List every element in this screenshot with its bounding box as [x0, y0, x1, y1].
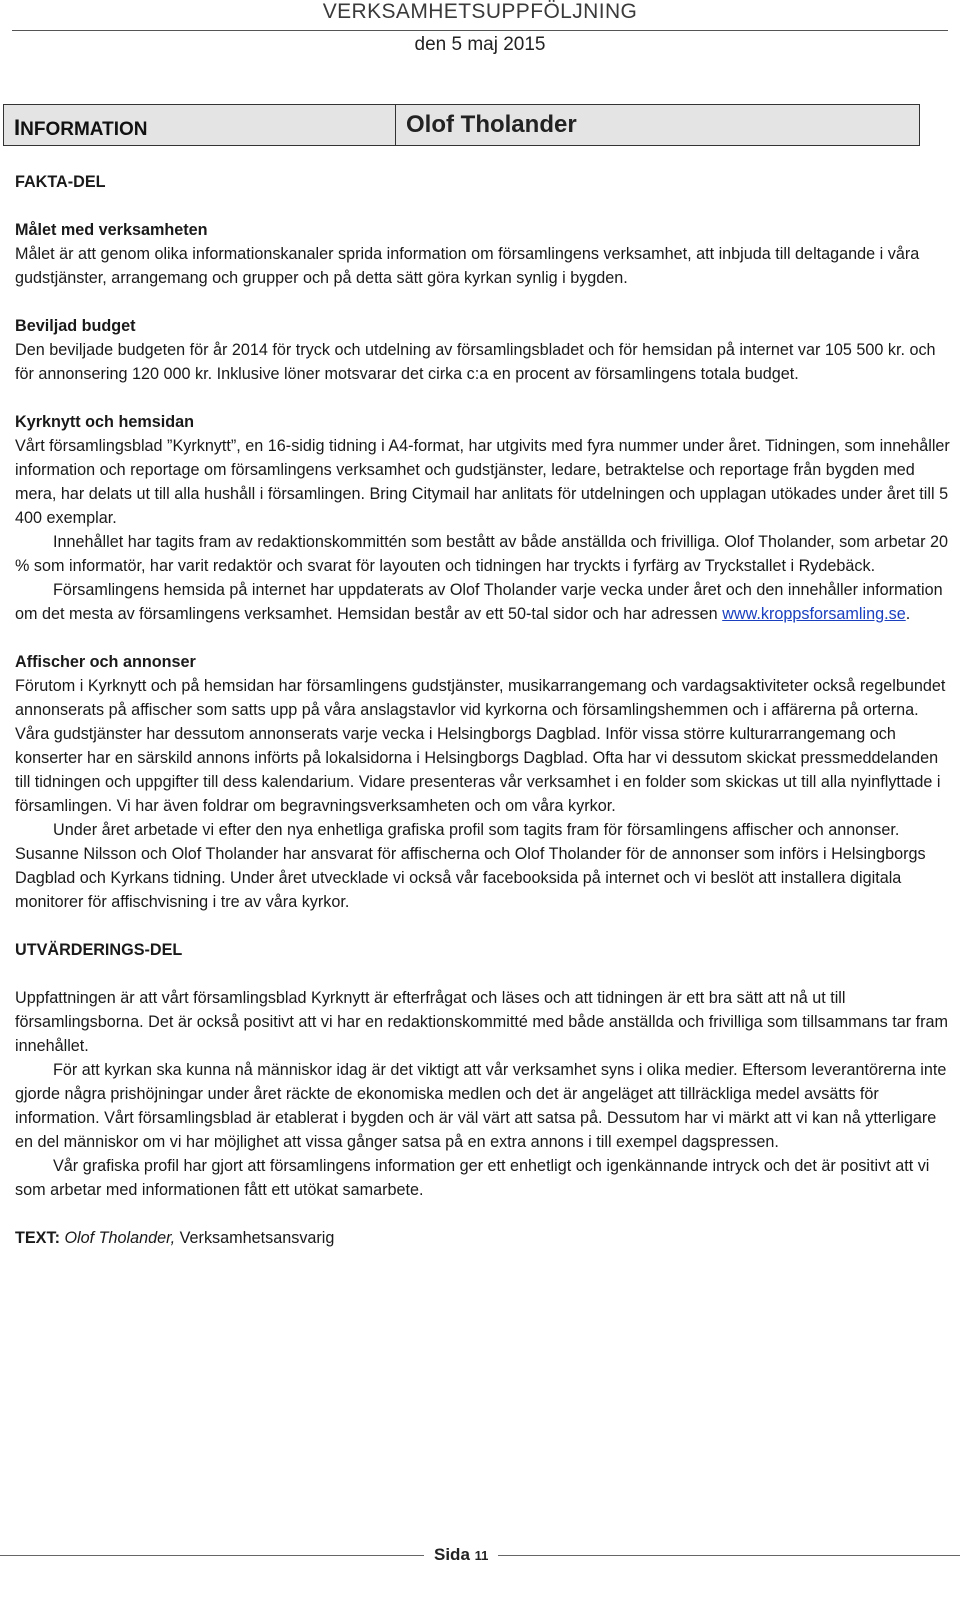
page-number-label: [424, 1545, 498, 1565]
header-divider: [12, 30, 948, 31]
text-credit-role: Verksamhetsansvarig: [175, 1229, 335, 1247]
kyrknytt-paragraph-2: Innehållet har tagits fram av redaktionskommittén som bestått av både anställda och frivilliga. Olof Tholander, som arbetar 20 % som informatör, har varit redaktör och svarat för layouten och tidningen har tryckts i fyrfärg av Tryckstallet i Rydebäck.: [15, 533, 948, 575]
affischer-heading: Affischer och annonser: [15, 653, 196, 671]
info-box: [3, 104, 920, 146]
utvardering-paragraph-1: Uppfattningen är att vårt församlingsblad Kyrknytt är efterfrågat och läses och att tidningen är ett bra sätt att nå ut till församlingsborna. Det är också positivt att vi har en redaktionskommitté med både anställda och frivilliga som tillsammans tar fram innehållet.: [15, 989, 948, 1055]
kyrknytt-paragraph-1: Vårt församlingsblad ”Kyrknytt”, en 16-sidig tidning i A4-format, har utgivits med fyra nummer under året. Tidningen, som innehåller information och reportage om församlingens verksamhet och gudstjänster, ledare, betraktelse och reportage från bygden med mera, har delats ut till alla hushåll i församlingen. Bring Citymail har anlitats för utdelningen och upplagan utökades under året till 5 400 exemplar.: [15, 437, 950, 527]
text-credit: [15, 1226, 950, 1250]
document-date: den 5 maj 2015: [414, 34, 546, 55]
kyrknytt-paragraph-3: [15, 578, 950, 626]
budget-text: Den beviljade budgeten för år 2014 för tryck och utdelning av församlingsbladet och för hemsidan på internet var 105 500 kr. och för annonsering 120 000 kr. Inklusive löner motsvarar det cirka c:a en procent av församlingens totala budget.: [15, 341, 936, 383]
page-number: 11: [474, 1548, 489, 1563]
text-credit-label: TEXT:: [15, 1229, 60, 1247]
info-label: [4, 105, 396, 145]
info-label-initial: I: [14, 115, 21, 140]
utvardering-heading: UTVÄRDERINGS-DEL: [15, 941, 183, 959]
kyrknytt-heading: Kyrknytt och hemsidan: [15, 413, 195, 431]
utvardering-paragraph-2: För att kyrkan ska kunna nå människor idag är det viktigt att vår verksamhet syns i olika medier. Eftersom leverantörerna inte gjorde några prishöjningar under året räckte de ekonomiska medlen och det är angeläget att tillräckliga medel avsätts för information. Vårt församlingsblad är etablerat i bygden och är väl värt att satsa på. Dessutom har vi märkt att vi kan nå ytterligare en del människor om vi har möjlighet att vissa gånger satsa på en extra annons i till exempel dagspressen.: [15, 1061, 947, 1151]
document-body: [15, 170, 950, 1250]
affischer-paragraph-1: Förutom i Kyrknytt och på hemsidan har församlingens gudstjänster, musikarrangemang och vardagsaktiviteter också regelbundet annonserats på affischer som satts upp på våra anslagstavlor vid kyrkorna och församlingshemmen och i affärerna på orterna. Våra gudstjänster har dessutom annonserats varje vecka i Helsingborgs Dagblad. Inför vissa större kulturarrangemang och konserter har en särskild annons införts på lokalsidorna i Helsingborgs Dagblad. Ofta har vi dessutom skickat pressmeddelanden till tidningen och uppgifter till dess kalendarium. Vidare presenteras vår verksamhet i en folder som skickas ut till alla nyinflyttade i församlingen. Vi har även foldrar om begravningsverksamheten och om våra kyrkor.: [15, 677, 946, 815]
info-name: Olof Tholander: [406, 111, 577, 138]
page-label-text: Sida: [434, 1545, 475, 1564]
document-header-title: VERKSAMHETSUPPFÖLJNING: [322, 0, 638, 23]
fakta-heading: FAKTA-DEL: [15, 173, 106, 191]
utvardering-paragraph-3: Vår grafiska profil har gjort att församlingens information ger ett enhetligt och igenkännande intryck och det är positivt att vi som arbetar med informationen fått ett utökat samarbete.: [15, 1157, 930, 1199]
kyrknytt-paragraph-3-end: .: [905, 605, 911, 623]
malet-text: Målet är att genom olika informationskanaler sprida information om församlingens verksamhet, att inbjuda till deltagande i våra gudstjänster, arrangemang och grupper och på detta sätt göra kyrkan synlig i bygden.: [15, 245, 920, 287]
malet-heading: Målet med verksamheten: [15, 221, 208, 239]
budget-heading: Beviljad budget: [15, 317, 136, 335]
kyrknytt-paragraph-3-text: Församlingens hemsida på internet har uppdaterats av Olof Tholander varje vecka under året och den innehåller information om det mesta av församlingens verksamhet. Hemsidan består av ett 50-tal sidor och har adressen: [15, 581, 943, 623]
website-link[interactable]: www.kroppsforsamling.se: [722, 605, 906, 623]
text-credit-author: Olof Tholander,: [64, 1229, 176, 1247]
info-label-rest: NFORMATION: [20, 119, 148, 140]
affischer-paragraph-2: Under året arbetade vi efter den nya enhetliga grafiska profil som tagits fram för församlingens affischer och annonser. Susanne Nilsson och Olof Tholander har ansvarat för affischerna och Olof Tholander för de annonser som införs i Helsingborgs Dagblad och Kyrkans tidning. Under året utvecklade vi också vår facebooksida på internet och vi beslöt att installera digitala monitorer för affischvisning i tre av våra kyrkor.: [15, 821, 926, 911]
